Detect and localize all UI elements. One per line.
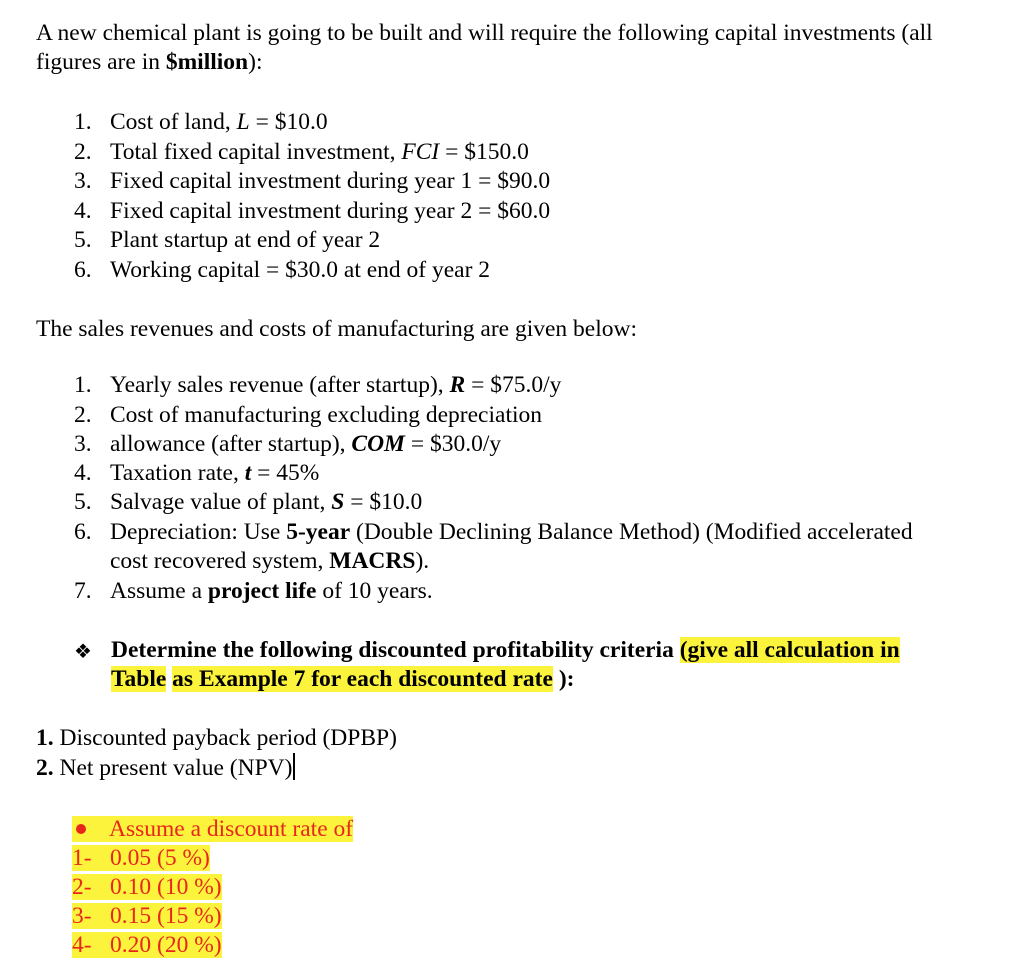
list-item-value: = $30.0/y [404,431,502,457]
list-number: 3. [74,168,92,194]
list-item-text: Fixed capital investment during year 2 = $60.0 [110,198,551,224]
list-item [74,371,561,400]
bold-term: 5-year [286,519,351,545]
bold-term: MACRS [329,548,416,574]
list-item-value: = 45% [251,460,320,486]
list-number: 4. [74,460,92,486]
sales-heading: The sales revenues and costs of manufacturing are given below: [36,316,637,342]
list-number: 2- [72,874,92,900]
list-item-text: Total fixed capital investment, [110,139,402,165]
bold-term: project life [207,578,317,604]
list-item-text: Plant startup at end of year 2 [110,227,381,253]
list-number: 2. [74,402,92,428]
criteria-item [36,724,397,753]
highlighted-text: (give all calculation in [679,637,900,663]
criteria-item [36,753,295,783]
variable-symbol: S [331,489,345,515]
intro-unit-bold: $million [165,49,249,75]
list-item-value: = $10.0 [249,109,328,135]
variable-symbol: t [244,460,252,486]
determine-line-2 [111,665,574,694]
list-item-text: Assume a [110,578,208,604]
list-number: 1. [74,109,92,135]
criteria-number: 2. [36,755,54,781]
rate-header-text: Assume a discount rate of [109,816,354,842]
list-item-text: ). [415,548,430,574]
list-number: 5. [74,227,92,253]
highlighted-text: Table [111,666,167,692]
determine-line-1 [111,636,900,665]
bullet-dot-icon [76,824,86,834]
intro-line-2-text: figures are in [36,49,166,75]
list-item [74,226,380,255]
list-item [72,815,353,844]
list-item [74,138,529,167]
list-item-text: allowance (after startup), [110,431,352,457]
list-item-text: Cost of land, [110,109,237,135]
list-item-text: Salvage value of plant, [110,489,332,515]
rate-value: 0.15 (15 %) [110,903,222,929]
diamond-bullet-icon: ❖ [74,639,92,663]
intro-line-1: A new chemical plant is going to be built and will require the following capital investments (all [36,20,933,46]
determine-text: ): [552,666,575,692]
list-item-text: Fixed capital investment during year 1 = $90.0 [110,168,551,194]
list-number: 1. [74,372,92,398]
determine-text: Determine the following discounted profitability criteria [111,637,680,663]
list-item-text: Working capital = $30.0 at end of year 2 [110,257,491,283]
list-number: 3. [74,431,92,457]
intro-line-2-end: ): [248,49,263,75]
list-item [74,430,501,459]
list-number: 4- [72,932,92,958]
list-item-continuation [110,547,429,576]
list-number: 1- [72,845,92,871]
rate-value: 0.10 (10 %) [110,874,222,900]
list-number: 6. [74,519,92,545]
list-number: 7. [74,578,92,604]
list-item-text: Depreciation: Use [110,519,287,545]
criteria-number: 1. [36,725,54,751]
list-item [74,401,542,430]
list-item-value: = $150.0 [439,139,529,165]
list-item-text: of 10 years. [316,578,433,604]
criteria-text: Net present value (NPV) [53,755,293,781]
list-item [74,108,328,137]
list-item-value: = $75.0/y [465,372,562,398]
list-item [72,844,210,873]
variable-symbol: COM [351,431,405,457]
criteria-text: Discounted payback period (DPBP) [53,725,397,751]
list-number: 6. [74,257,92,283]
list-item [74,488,422,517]
list-item [72,931,222,960]
variable-symbol: FCI [401,139,440,165]
rate-value: 0.05 (5 %) [110,845,210,871]
rate-value: 0.20 (20 %) [110,932,222,958]
list-item [74,167,550,196]
intro-line-2 [36,48,262,77]
variable-symbol: L [236,109,250,135]
list-item-text: cost recovered system, [110,548,330,574]
list-item-text: Taxation rate, [110,460,245,486]
list-number: 2. [74,139,92,165]
list-item [72,873,222,902]
list-item [74,256,490,285]
list-item-text: (Double Declining Balance Method) (Modified accelerated [350,519,913,545]
list-item-text: Cost of manufacturing excluding depreciation [110,402,543,428]
list-item [74,518,913,547]
list-number: 5. [74,489,92,515]
list-number: 4. [74,198,92,224]
text-cursor [293,753,295,780]
list-number: 3- [72,903,92,929]
highlighted-text: as Example 7 for each discounted rate [172,666,553,692]
list-item-value: = $10.0 [344,489,423,515]
list-item-text: Yearly sales revenue (after startup), [110,372,450,398]
list-item [74,577,433,606]
list-item [74,459,319,488]
list-item [72,902,222,931]
variable-symbol: R [449,372,466,398]
list-item [74,197,550,226]
